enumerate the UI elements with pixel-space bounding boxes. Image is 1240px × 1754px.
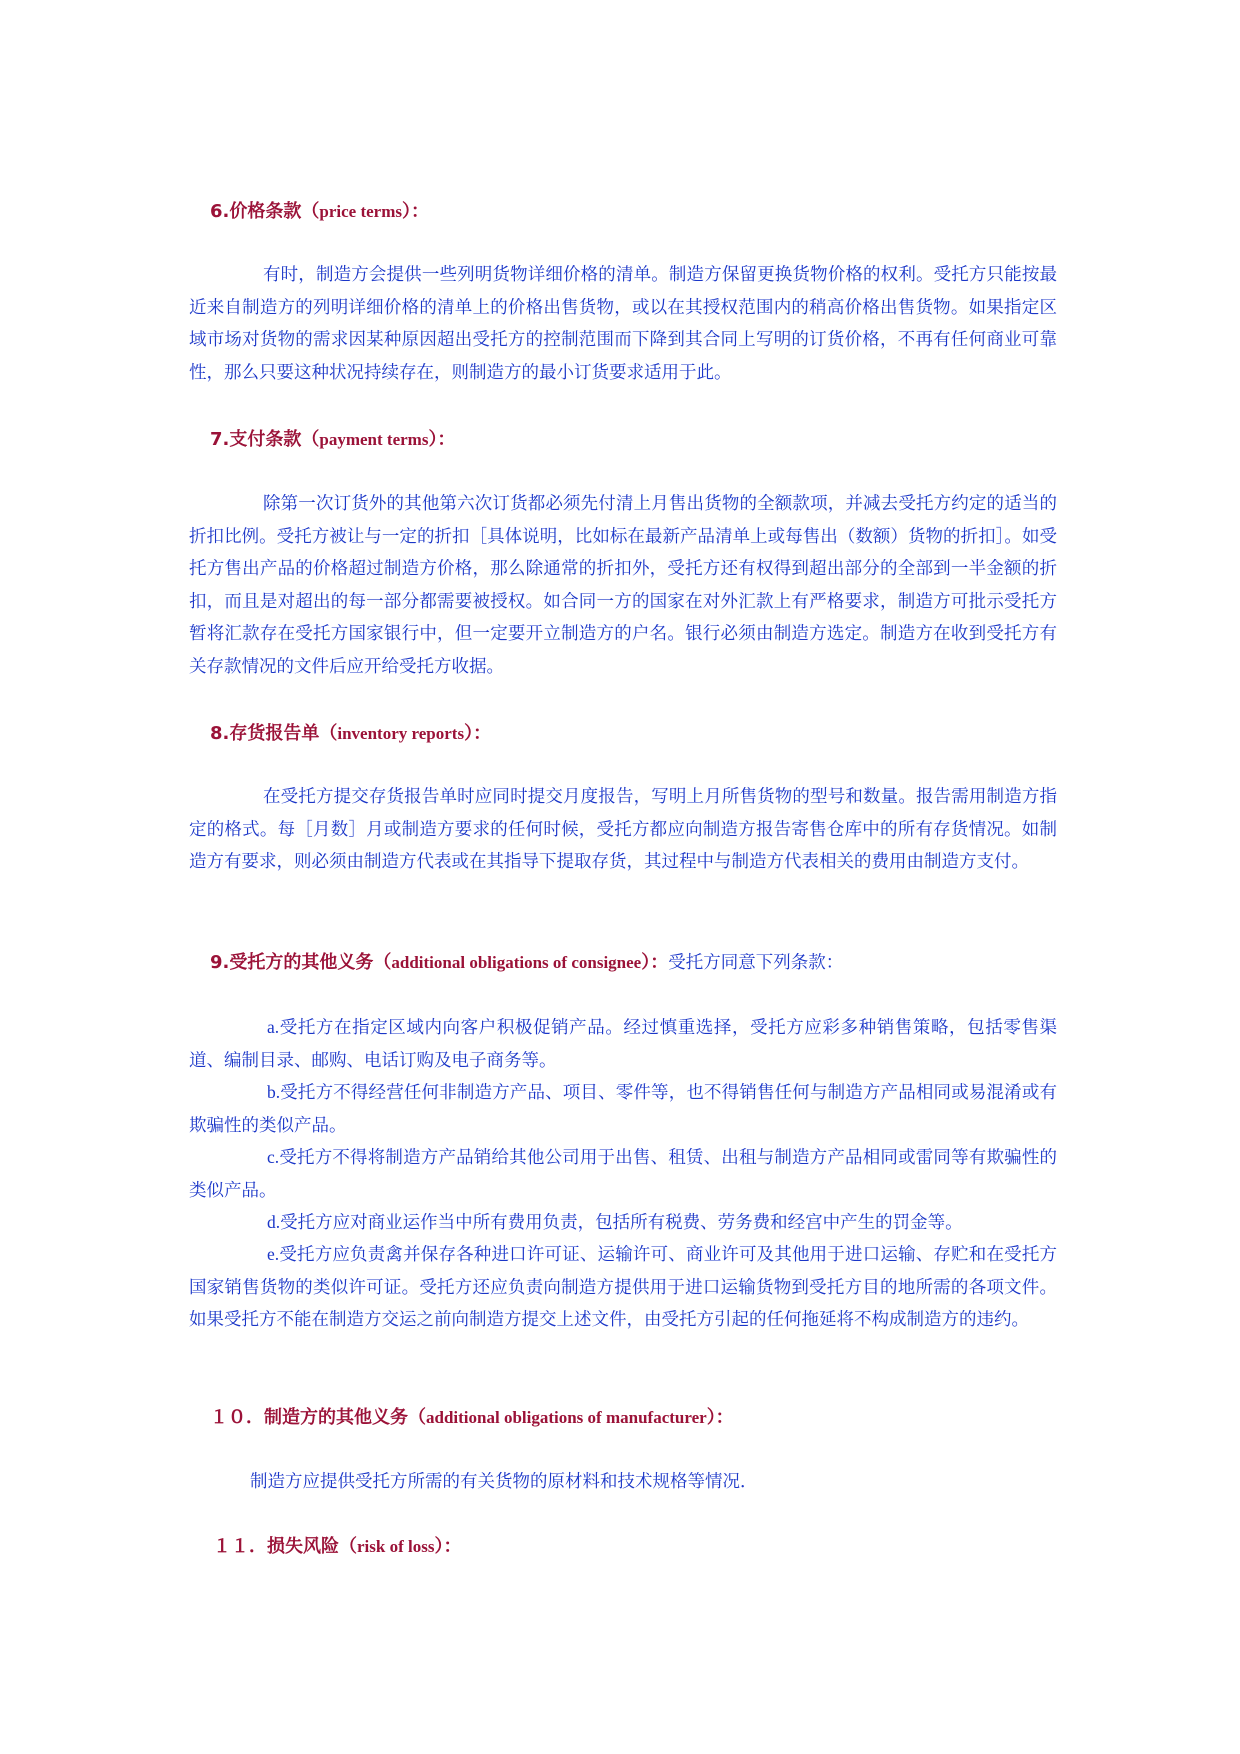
item-letter: c.	[267, 1147, 280, 1167]
section-10-heading	[210, 1406, 734, 1430]
item-text: 受托方在指定区域内向客户积极促销产品。经过慎重选择，受托方应彩多种销售策略，包括零售渠道、编制目录、邮购、电话订购及电子商务等。	[189, 1018, 1057, 1071]
section-title-cn: 受托方的其他义务（	[229, 952, 392, 973]
section-9-intro: 受托方同意下列条款：	[668, 953, 844, 973]
section-11-heading	[213, 1535, 461, 1559]
section-6-heading	[210, 200, 429, 224]
item-text: 受托方不得将制造方产品销给其他公司用于出售、租赁、出租与制造方产品相同或雷同等有欺骗性的类似产品。	[189, 1148, 1057, 1201]
section-title-cn: 损失风险（	[267, 1536, 357, 1557]
section-title-en: inventory reports	[337, 724, 465, 743]
section-9-heading	[210, 951, 843, 975]
item-letter: a.	[267, 1017, 280, 1037]
section-title-end: ）：	[706, 1407, 734, 1428]
section-title-end: ）：	[428, 429, 456, 450]
section-number: １０．	[210, 1407, 264, 1428]
section-number: 9.	[210, 952, 230, 973]
item-letter: b.	[267, 1082, 281, 1102]
section-8-body: 在受托方提交存货报告单时应同时提交月度报告，写明上月所售货物的型号和数量。报告需用制造方指定的格式。每［月数］月或制造方要求的任何时候，受托方都应向制造方报告寄售仓库中的所有存货情况。如制造方有要求，则必须由制造方代表或在其指导下提取存货，其过程中与制造方代表相关的费用由制造方支付。	[189, 787, 1057, 872]
section-6-body: 有时，制造方会提供一些列明货物详细价格的清单。制造方保留更换货物价格的权利。受托方只能按最近来自制造方的列明详细价格的清单上的价格出售货物，或以在其授权范围内的稍高价格出售货物。如果指定区域市场对货物的需求因某种原因超出受托方的控制范围而下降到其合同上写明的订货价格，不再有任何商业可靠性，那么只要这种状况持续存在，则制造方的最小订货要求适用于此。	[189, 265, 1057, 383]
section-title-end: ）：	[641, 952, 669, 973]
obligation-item-e	[189, 1238, 1057, 1337]
item-letter: d.	[267, 1212, 281, 1232]
section-title-en: price terms	[319, 202, 402, 221]
section-10-body: 制造方应提供受托方所需的有关货物的原材料和技术规格等情况．	[250, 1472, 758, 1492]
section-title-end: ）：	[401, 201, 429, 222]
section-7-body: 除第一次订货外的其他第六次订货都必须先付清上月售出货物的全额款项，并减去受托方约定的适当的折扣比例。受托方被让与一定的折扣［具体说明，比如标在最新产品清单上或每售出（数额）货物的折扣］。如受托方售出产品的价格超过制造方价格，那么除通常的折扣外，受托方还有权得到超出部分的全部到一半金额的折扣，而且是对超出的每一部分都需要被授权。如合同一方的国家在对外汇款上有严格要求，制造方可批示受托方暂将汇款存在受托方国家银行中，但一定要开立制造方的户名。银行必须由制造方选定。制造方在收到受托方有关存款情况的文件后应开给受托方收据。	[189, 494, 1057, 677]
section-title-cn: 制造方的其他义务（	[264, 1407, 426, 1428]
section-title-cn: 价格条款（	[229, 201, 320, 222]
section-7-heading	[210, 428, 455, 452]
item-text: 受托方应对商业运作当中所有费用负责，包括所有税费、劳务费和经宫中产生的罚金等。	[280, 1213, 963, 1233]
section-title-en: additional obligations of consignee	[391, 953, 642, 972]
item-letter: e.	[267, 1244, 280, 1264]
section-number: 6.	[210, 201, 230, 222]
obligation-item-c	[189, 1141, 1057, 1207]
item-text: 受托方不得经营任何非制造方产品、项目、零件等，也不得销售任何与制造方产品相同或易混淆或有欺骗性的类似产品。	[189, 1083, 1057, 1136]
section-title-en: payment terms	[319, 430, 429, 449]
section-title-cn: 存货报告单（	[229, 723, 338, 744]
section-number: 7.	[210, 429, 230, 450]
section-title-end: ）：	[464, 723, 492, 744]
section-number: 8.	[210, 723, 230, 744]
section-title-end: ）：	[434, 1536, 462, 1557]
section-number: １１．	[213, 1536, 267, 1557]
section-title-cn: 支付条款（	[229, 429, 320, 450]
obligation-item-d	[189, 1206, 1057, 1240]
section-title-en: risk of loss	[357, 1537, 435, 1556]
obligation-item-b	[189, 1076, 1057, 1142]
obligation-item-a	[189, 1011, 1057, 1077]
section-8-heading	[210, 722, 491, 746]
section-title-en: additional obligations of manufacturer	[426, 1408, 707, 1427]
item-text: 受托方应负责禽并保存各种进口许可证、运输许可、商业许可及其他用于进口运输、存贮和在受托方国家销售货物的类似许可证。受托方还应负责向制造方提供用于进口运输货物到受托方目的地所需的各项文件。如果受托方不能在制造方交运之前向制造方提交上述文件，由受托方引起的任何拖延将不构成制造方的违约。	[189, 1245, 1057, 1330]
